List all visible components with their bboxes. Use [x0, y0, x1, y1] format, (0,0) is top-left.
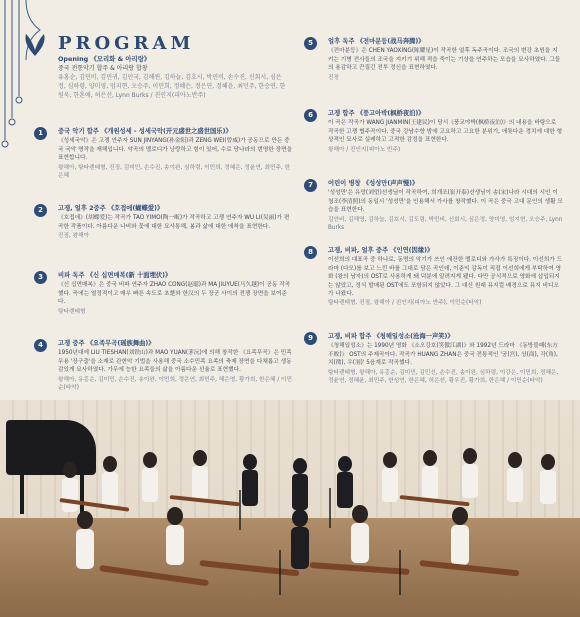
program-item-2: [38, 205, 293, 241]
opening-block: [58, 55, 288, 100]
item-title: 고쟁, 얼후 2중주 《호접애(蝴蝶爱)》: [58, 205, 164, 212]
item-description: 《호접애》(胡蝶爱)는 작곡가 TAO YIMO(陶一畈)가 작곡하고 고쟁 연주자 WU LI(吴丽)가 편곡한 작품이다. 아름다운 나비와 꽃에 대한 묘사통해, 봄과 삶에 대한 애착을 표현한다.: [58, 215, 290, 230]
item-number: 4: [34, 339, 47, 352]
item-description: 이 곡은 작곡가 WANG JIANMIN(王建民)이 당시《풍교야박(枫桥夜泊)》의 내용을 바탕으로 작곡한 고쟁 협주곡이다. 중국 강남수향 밤에 고요하고 고요한 분위기, 애틋다운 경치에 대한 형상적인 묘사로 실레하고 고적한 감정을 표현한다.: [328, 120, 563, 144]
item-performers: 왕해아, 탕타렌태형, 진징, 김미민, 손수진, 송이완, 심하령, 이민희, 정혜은, 정윤연, 최민주, 한은혜: [58, 164, 291, 180]
program-item-4: [38, 340, 293, 392]
item-title: 중국 악기 합주 《개원성세 - 성세국악(开元盛世之盛世国乐)》: [58, 128, 232, 135]
item-number: 1: [34, 127, 47, 140]
item-description: 1950년대에 LIU TIESHAN(刘铁山)과 MAO YUAN(茅沅)에 의해 창작한 《요족무곡》은 민족 무용 '장구춤'을 소재로 관현악 기법을 사용해 중국 소수민족 요족의 축제 장면을 다채롭고 생동감있게 묘사하였다. 가무에 능한 요족들의 삶을 아름다운 선율로 표현했다.: [58, 350, 292, 374]
item-description: 《청해일성소》는 1990년 영화 《소오강호(笑傲江湖)》와 1992년 드라마 《동방불패(东方不败)》 OST의 주제곡이다. 작곡가 HUANG ZHAN은 중국 전통적인 '궁(宫), 상(商), 각(角), 치(徵), 우(羽)' 5음계로 작곡했다.: [328, 343, 558, 367]
item-performers: 진징, 왕해아: [58, 233, 90, 240]
item-description: '성성만'은 유망(刘望)선생님이 작곡하여, 희개조(崔开泰)선생님이 송(宋)나라 시대의 시인 이청조(李清照)의 동일시 '성성만'을 인용해서 가사를 창작했다. 이 곡은 중국 고대 문인의 생활 모습을 표현한다.: [328, 190, 563, 214]
program-item-3: [38, 272, 293, 316]
item-number: 3: [34, 271, 47, 284]
program-item-6: [308, 110, 563, 154]
item-title: 고쟁 합주 《풍고아박(枫桥夜泊)》: [328, 110, 425, 117]
opening-performers: 유홍순, 김민비, 김민귀, 김인국, 김해윈, 김하늘, 김호시, 박민비, 손수진, 신회시, 심은정, 심하령, 양미영, 엄지현, 오승주, 이민희, 정혜은, 정은연, 정혜윤, 최민주, 한승연, 한원욱, 한혼애, 허은선, Lynn Burks / 진인지(피아노반주): [58, 74, 286, 99]
item-number: 6: [304, 109, 317, 122]
item-number: 5: [304, 37, 317, 50]
item-performers: 탕타렌태형, 왕해아, 유홍순, 김미민, 김민선, 손수진, 송이완, 심하령, 이강은, 이민희, 정혜은, 정윤연, 정혜윤, 최민주, 한성연, 한은혜, 허은선, 황우진, 황가희, 한은혜 / 이민순(타악): [328, 369, 559, 385]
item-performers: 탕타렌태형, 진징, 왕해아 / 진인지(피아노 반주), 이민순(타악): [328, 300, 482, 307]
item-title: 고쟁 중주 《요족무곡(瑶族舞曲)》: [58, 340, 155, 347]
item-title: 고쟁, 비파, 얼후 중주 《인연(因缘)》: [328, 247, 434, 254]
page-title: PROGRAM: [58, 32, 195, 54]
item-number: 7: [304, 179, 317, 192]
item-performers: 김안비, 김해영, 김하늘, 김호시, 김도림, 박민비, 신회시, 심은정, 양미영, 엄지현, 오승주, Lynn Burks: [328, 216, 563, 232]
opening-title: Opening 《모리화 & 아리랑》: [58, 55, 151, 63]
item-performers: 왕해아 / 진인지(피아노 반주): [328, 146, 401, 153]
item-performers: 탕타렌태형: [58, 308, 86, 315]
performers-illustration: [0, 400, 580, 617]
title-row: [18, 28, 194, 58]
program-item-5: [308, 38, 563, 82]
item-number: 8: [304, 246, 317, 259]
item-number: 2: [34, 204, 47, 217]
program-item-7: [308, 180, 563, 232]
lotus-icon: [18, 28, 52, 58]
item-title: 어린이 병창 《성성만(声声慢)》: [328, 180, 419, 187]
program-item-1: [38, 128, 293, 180]
opening-subtitle: 중국 전통악기 합주 & 아리랑 합창: [58, 65, 148, 72]
concert-photo: [0, 400, 580, 617]
item-description: 《전마분등》은 CHEN YAOXING(陈耀星)이 작곡한 얼후 독주곡이다. 조국의 변강 초원을 지키는 기병 전사들의 조국을 지키기 위해 적을 죽이는 기상을 연주하는 모습을 묘사하였다. 그들의 용감하고 끈질긴 전투 정신을 표현하였다.: [328, 48, 561, 72]
item-description: 《성세국악》은 고쟁 연주자 SUN JINYANG(孙金阳)과 ZENG WEI(曾威)가 공동으로 만든 중국 국악 명작을 재해입니다. 악곡의 멜로디가 낭랑하고 힘이 있어, 수로 당나라의 번영한 장면을 표현합니다.: [58, 138, 293, 162]
item-description: 이선희의 대표곡 중 하나로, 동명의 악기가 쓰인 애잔한 멜로디와 가사가 특징이다. 이선희가 드라마 (다모)를 보고 느낀 바를 그대로 담은 곡인데, 이준익 감독이 직접 이선희에게 부탁하여 영화 (왕의 남자)의 OST로 사용하게 돼 덕분에 알려지게 됐다. 다만 공식적으로 영화에 삽입되지는 않았고, 정식 발매된 OST에도 포함되지 않았다. 그 대신 원래 뮤지컬 배경으로 뮤지 비디오가 나왔다.: [328, 257, 563, 298]
item-performers: 진징: [328, 74, 339, 81]
item-number: 9: [304, 332, 317, 345]
item-title: 비파 독주 《신 십면매복(新 十面埋伏)》: [58, 272, 172, 279]
ornament-pattern: [0, 0, 60, 150]
item-title: 얼후 독주 《전마분등(战马奔腾)》: [328, 38, 425, 45]
program-item-9: [308, 333, 563, 385]
program-item-8: [308, 247, 563, 308]
item-description: 《신 십면매복》은 중국 비파 연주자 ZHAO CONG(赵聪)과 MA JIUYUE(马久越)이 공동 작곡했다. 곡에는 열정적이고 매우 빠른 속도로 초楚와 한汉의 두 장군 사이의 전쟁 장면을 보여준다.: [58, 282, 291, 306]
item-title: 고쟁, 비파 합주 《청해일성소(沧海一声笑)》: [328, 333, 454, 340]
item-performers: 왕해아, 유홍순, 김미민, 손수진, 송이완, 이민희, 정은연, 최민주, 혜은영, 황가희, 한은혜 / 이민순(타악): [58, 376, 292, 392]
